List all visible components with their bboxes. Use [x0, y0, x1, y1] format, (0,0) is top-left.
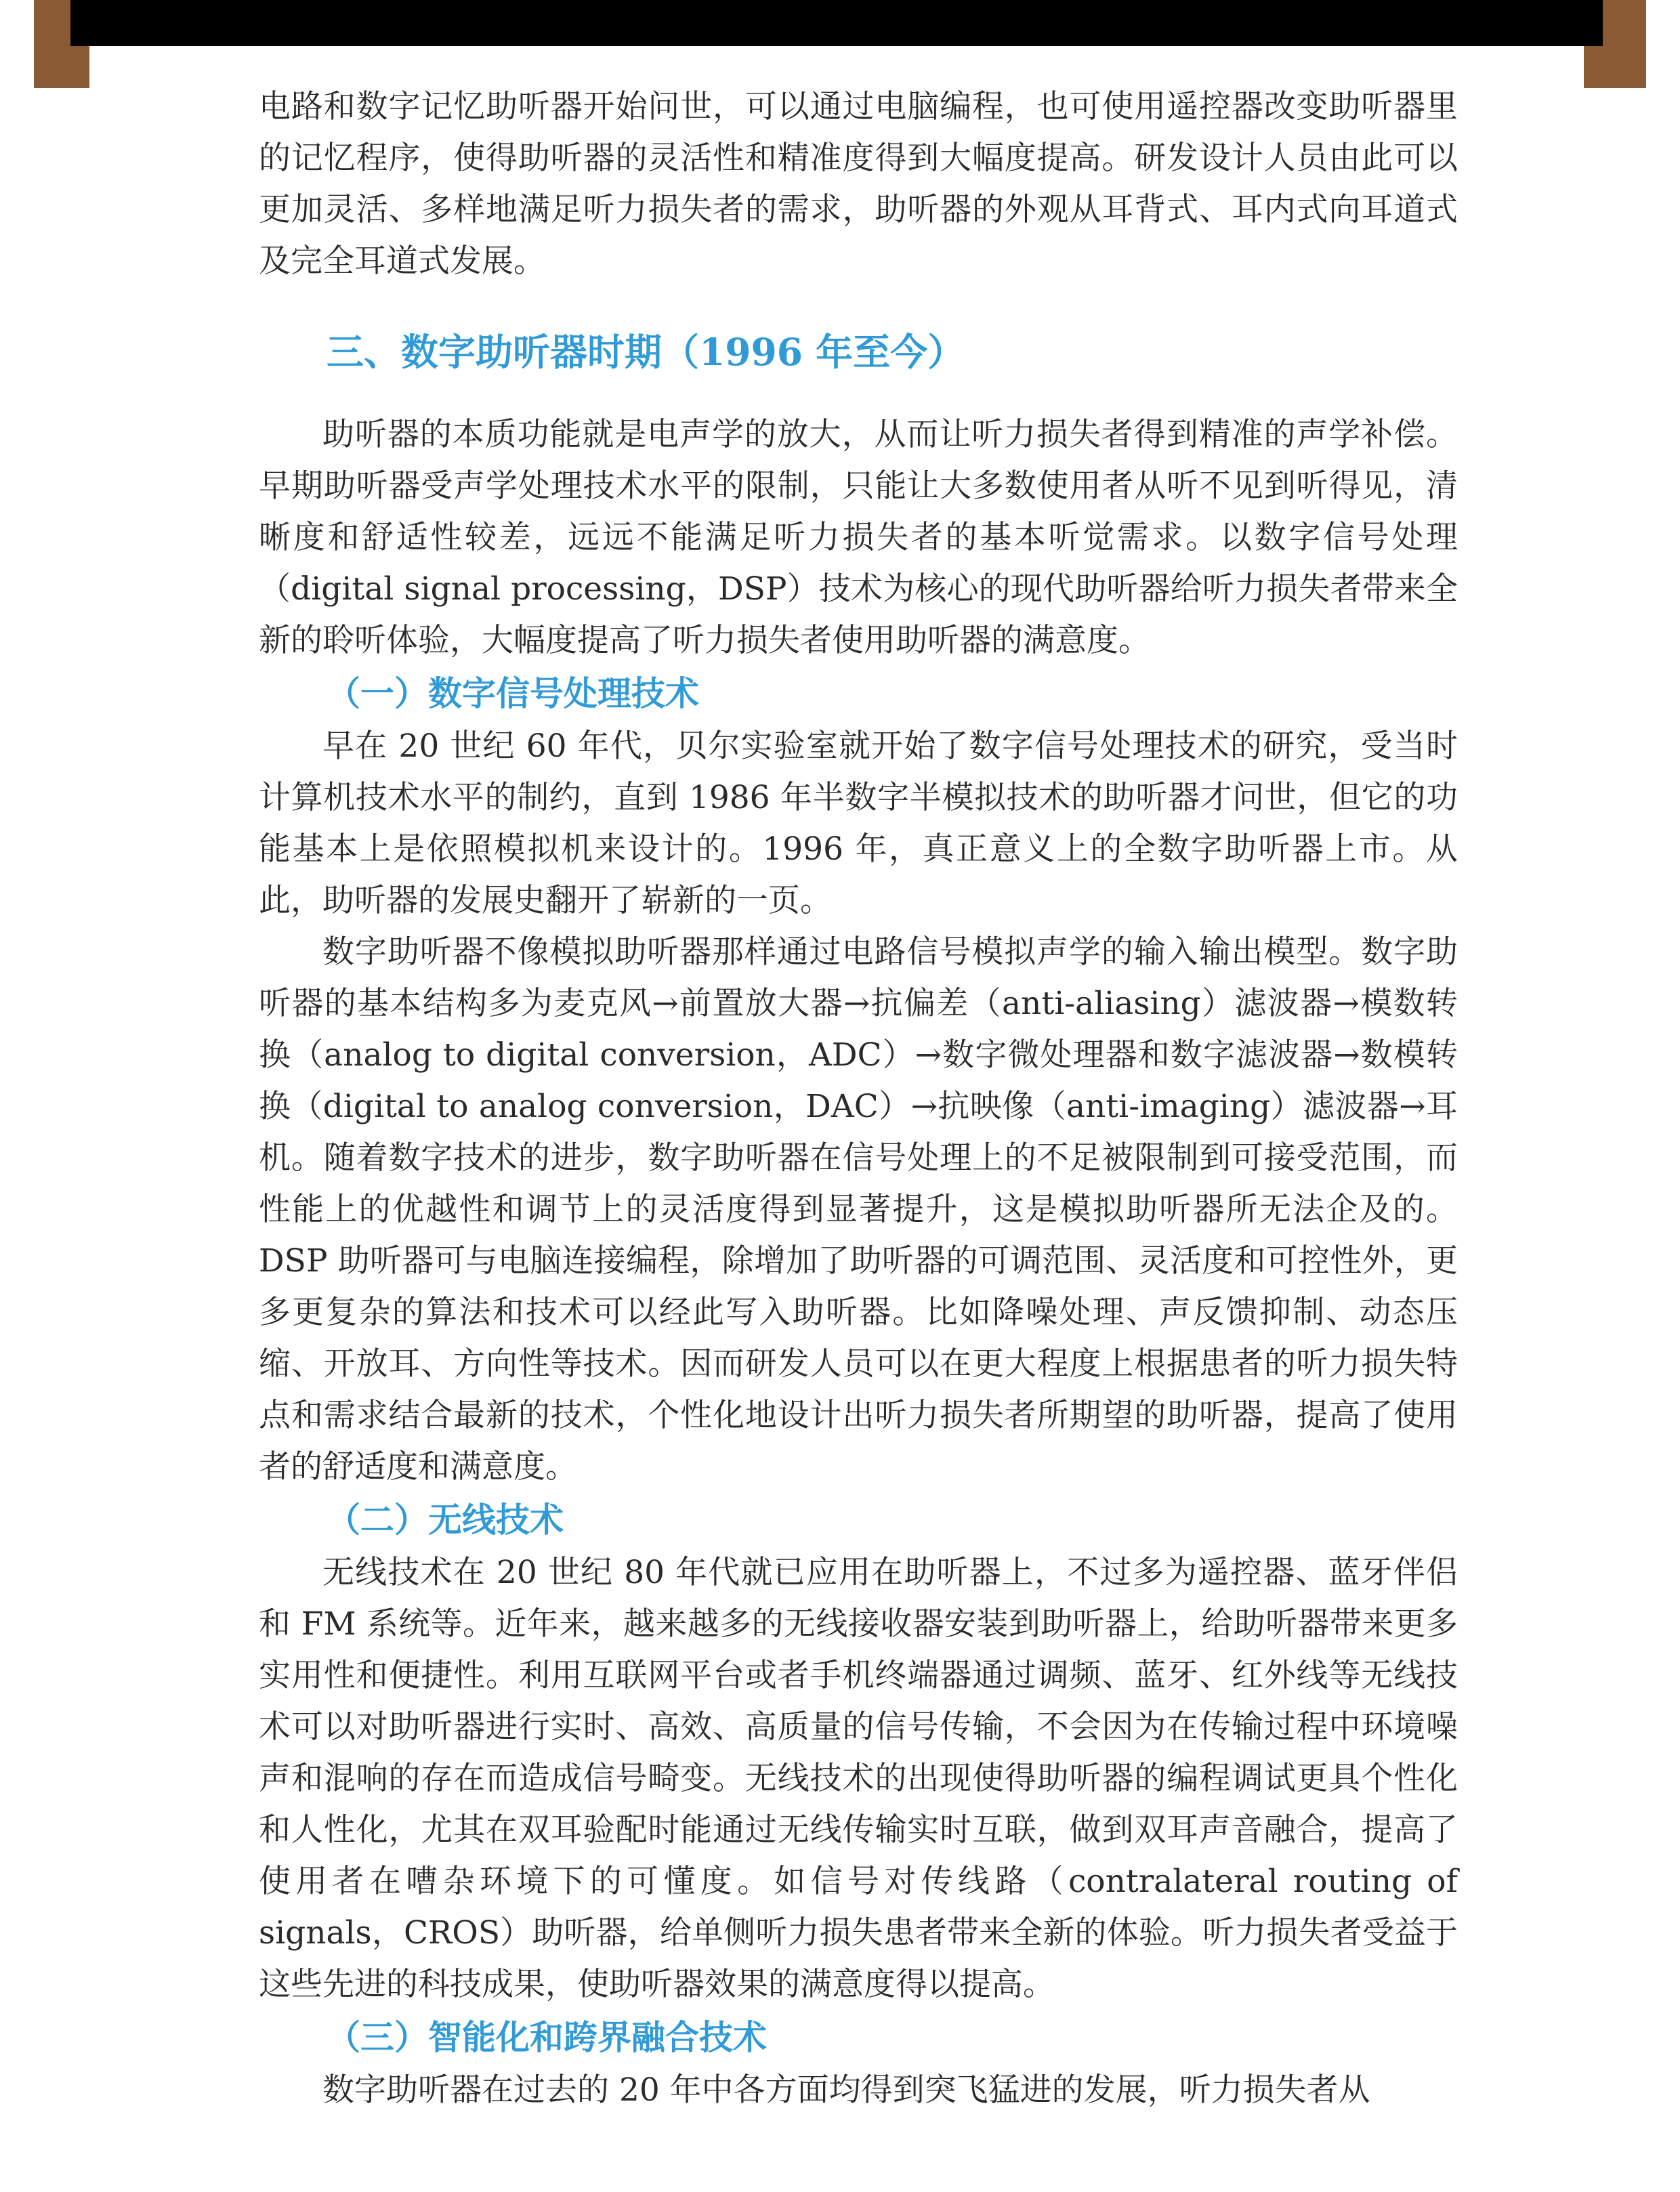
subsection-1-paragraph-2: 数字助听器不像模拟助听器那样通过电路信号模拟声学的输入输出模型。数字助听器的基本结构多为麦克风→前置放大器→抗偏差（anti-aliasing）滤波器→模数转换（analog to digital conversion，ADC）→数字微处理器和数字滤波器→数模转换（digital to analog conversion，DAC）→抗映像（anti-imaging）滤波器→耳机。随着数字技术的进步，数字助听器在信号处理上的不足被限制到可接受范围，而性能上的优越性和调节上的灵活度得到显著提升，这是模拟助听器所无法企及的。DSP 助听器可与电脑连接编程，除增加了助听器的可调范围、灵活度和可控性外，更多更复杂的算法和技术可以经此写入助听器。比如降噪处理、声反馈抑制、动态压缩、开放耳、方向性等技术。因而研发人员可以在更大程度上根据患者的听力损失特点和需求结合最新的技术，个性化地设计出听力损失者所期望的助听器，提高了使用者的舒适度和满意度。 — [259, 933, 1458, 1485]
subsection-3-paragraph-1: 数字助听器在过去的 20 年中各方面均得到突飞猛进的发展，听力损失者从 — [322, 2071, 1370, 2109]
top-frame-shadow — [70, 0, 1603, 46]
subsection-1-heading: （一）数字信号处理技术 — [327, 674, 699, 713]
section-paragraph: 助听器的本质功能就是电声学的放大，从而让听力损失者得到精准的声学补偿。早期助听器受声学处理技术水平的限制，只能让大多数使用者从听不见到听得见，清晰度和舒适性较差，远远不能满足听力损失者的基本听觉需求。以数字信号处理（digital signal processing，DSP）技术为核心的现代助听器给听力损失者带来全新的聆听体验，大幅度提高了听力损失者使用助听器的满意度。 — [259, 416, 1458, 659]
subsection-2-heading: （二）无线技术 — [327, 1500, 564, 1540]
page-body — [259, 81, 1458, 2116]
section-heading: 三、数字助听器时期（1996 年至今） — [327, 330, 965, 374]
intro-paragraph: 电路和数字记忆助听器开始问世，可以通过电脑编程，也可使用遥控器改变助听器里的记忆程序，使得助听器的灵活性和精准度得到大幅度提高。研发设计人员由此可以更加灵活、多样地满足听力损失者的需求，助听器的外观从耳背式、耳内式向耳道式及完全耳道式发展。 — [259, 88, 1458, 280]
subsection-3-heading: （三）智能化和跨界融合技术 — [327, 2018, 767, 2057]
subsection-2-paragraph-1: 无线技术在 20 世纪 80 年代就已应用在助听器上，不过多为遥控器、蓝牙伴侣和 FM 系统等。近年来，越来越多的无线接收器安装到助听器上，给助听器带来更多实用性和便捷性。利用互联网平台或者手机终端器通过调频、蓝牙、红外线等无线技术可以对助听器进行实时、高效、高质量的信号传输，不会因为在传输过程中环境噪声和混响的存在而造成信号畸变。无线技术的出现使得助听器的编程调试更具个性化和人性化，尤其在双耳验配时能通过无线传输实时互联，做到双耳声音融合，提高了使用者在嘈杂环境下的可懂度。如信号对传线路（contralateral routing of signals，CROS）助听器，给单侧听力损失患者带来全新的体验。听力损失者受益于这些先进的科技成果，使助听器效果的满意度得以提高。 — [259, 1554, 1458, 2003]
subsection-1-paragraph-1: 早在 20 世纪 60 年代，贝尔实验室就开始了数字信号处理技术的研究，受当时计算机技术水平的制约，直到 1986 年半数字半模拟技术的助听器才问世，但它的功能基本上是依照模拟机来设计的。1996 年，真正意义上的全数字助听器上市。从此，助听器的发展史翻开了崭新的一页。 — [259, 728, 1458, 919]
